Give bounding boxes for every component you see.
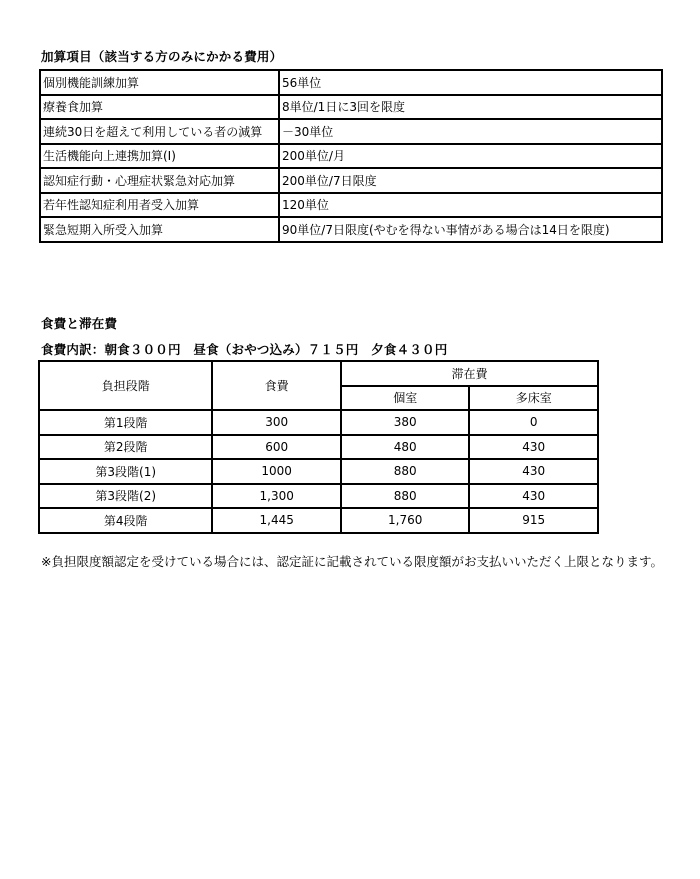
limit-note: ※負担限度額認定を受けている場合には、認定証に記載されている限度額がお支払いいただく上限となります。: [41, 554, 663, 569]
header-stage: 負担段階: [39, 361, 212, 410]
table-row: [40, 95, 662, 120]
shared-room-cell: 0: [469, 410, 598, 435]
header-stay: 滞在費: [341, 361, 598, 386]
table-row: [40, 193, 662, 218]
private-room-cell: 880: [341, 459, 470, 484]
addon-item-name: 個別機能訓練加算: [40, 70, 279, 95]
stage-cell: 第1段階: [39, 410, 212, 435]
meal-stay-table: [38, 360, 599, 534]
addon-item-name: 緊急短期入所受入加算: [40, 217, 279, 242]
table-row: [40, 217, 662, 242]
addon-item-fee: 200単位/7日限度: [279, 168, 662, 193]
addon-item-name: 療養食加算: [40, 95, 279, 120]
private-room-cell: 880: [341, 484, 470, 509]
table-row: [39, 508, 598, 533]
private-room-cell: 1,760: [341, 508, 470, 533]
table-row: [40, 119, 662, 144]
addon-item-name: 若年性認知症利用者受入加算: [40, 193, 279, 218]
shared-room-cell: 430: [469, 435, 598, 460]
meal-cell: 600: [212, 435, 341, 460]
header-meal: 食費: [212, 361, 341, 410]
shared-room-cell: 430: [469, 459, 598, 484]
addon-item-fee: 56単位: [279, 70, 662, 95]
addon-heading: 加算項目（該当する方のみにかかる費用）: [41, 49, 283, 64]
stage-cell: 第2段階: [39, 435, 212, 460]
meal-breakdown: 食費内訳：朝食３００円 昼食（おやつ込み）７１５円 夕食４３０円: [41, 342, 448, 357]
header-shared-room: 多床室: [469, 386, 598, 411]
table-row: [39, 484, 598, 509]
addon-item-name: 連続30日を超えて利用している者の減算: [40, 119, 279, 144]
addon-item-name: 生活機能向上連携加算(Ⅰ): [40, 144, 279, 169]
table-row: [39, 435, 598, 460]
shared-room-cell: 430: [469, 484, 598, 509]
addon-item-fee: 200単位/月: [279, 144, 662, 169]
meal-cell: 1000: [212, 459, 341, 484]
addon-item-fee: 8単位/1日に3回を限度: [279, 95, 662, 120]
addon-item-fee: －30単位: [279, 119, 662, 144]
table-header-row: [39, 361, 598, 386]
meal-heading: 食費と滞在費: [41, 316, 118, 331]
header-private-room: 個室: [341, 386, 470, 411]
meal-cell: 1,300: [212, 484, 341, 509]
private-room-cell: 480: [341, 435, 470, 460]
table-row: [40, 144, 662, 169]
meal-cell: 1,445: [212, 508, 341, 533]
stage-cell: 第3段階(2): [39, 484, 212, 509]
table-row: [40, 70, 662, 95]
stage-cell: 第3段階(1): [39, 459, 212, 484]
addon-item-fee: 90単位/7日限度(やむを得ない事情がある場合は14日を限度): [279, 217, 662, 242]
addon-item-name: 認知症行動・心理症状緊急対応加算: [40, 168, 279, 193]
table-row: [39, 410, 598, 435]
table-row: [40, 168, 662, 193]
table-row: [39, 459, 598, 484]
shared-room-cell: 915: [469, 508, 598, 533]
private-room-cell: 380: [341, 410, 470, 435]
meal-cell: 300: [212, 410, 341, 435]
stage-cell: 第4段階: [39, 508, 212, 533]
addon-item-fee: 120単位: [279, 193, 662, 218]
addon-table: [39, 69, 663, 243]
